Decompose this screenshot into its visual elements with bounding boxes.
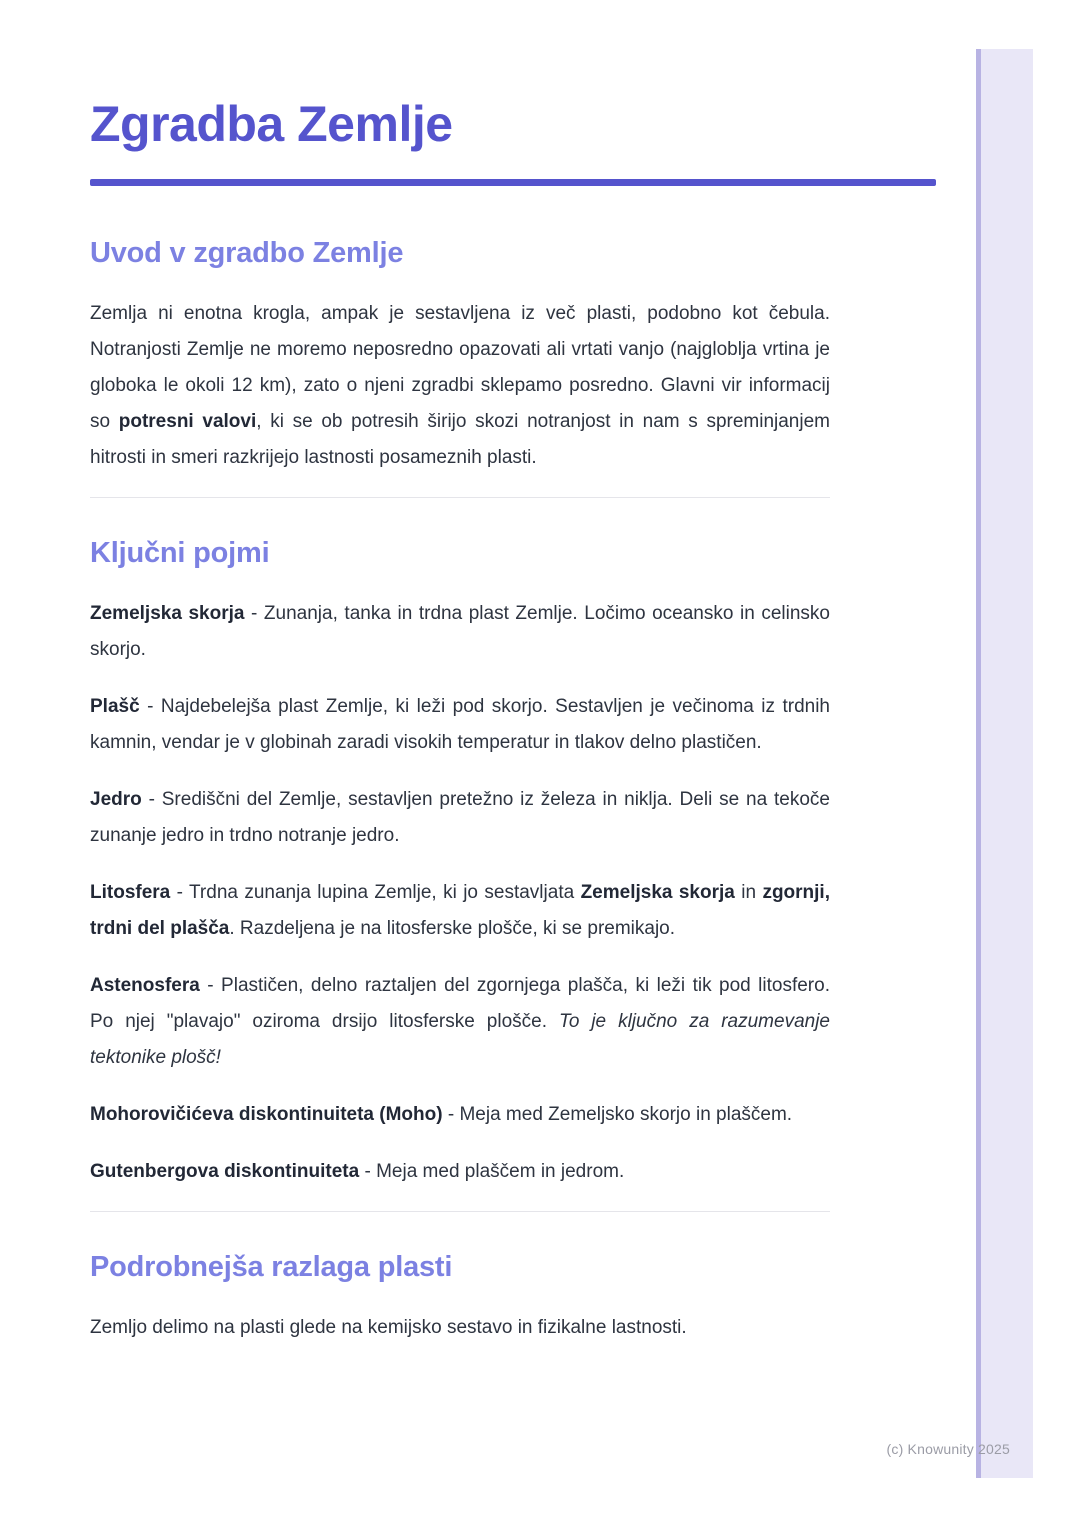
paragraph [90, 596, 830, 668]
side-accent-bar [976, 49, 1033, 1478]
section-divider [90, 1211, 830, 1212]
term-text: Plašč [90, 696, 140, 717]
section-podrobnejsa-razlaga [90, 1250, 830, 1346]
term-text: zgornji, trdni del plašča [90, 882, 830, 939]
term-text: Astenosfera [90, 975, 200, 996]
copyright-footer: (c) Knowunity 2025 [886, 1441, 1010, 1457]
section-paragraphs [90, 296, 830, 476]
paragraph [90, 1154, 830, 1190]
paragraph [90, 296, 830, 476]
emphasis-text: To je ključno za razumevanje tektonike plošč! [90, 1011, 830, 1068]
section-divider [90, 497, 830, 498]
body-text: - Središčni del Zemlje, sestavljen pretežno iz železa in niklja. Deli se na tekoče zunanje jedro in trdno notranje jedro. [90, 789, 830, 846]
body-text: . Razdeljena je na litosferske plošče, ki se premikajo. [229, 918, 676, 939]
term-text: Gutenbergova diskontinuiteta [90, 1161, 360, 1182]
paragraph [90, 968, 830, 1076]
paragraph [90, 1097, 830, 1133]
section-heading-podrobnejsa-razlaga: Podrobnejša razlaga plasti [90, 1251, 453, 1283]
section-paragraphs [90, 1310, 830, 1346]
term-text: Mohorovičićeva diskontinuiteta (Moho) [90, 1104, 443, 1125]
body-text: Zemlja ni enotna krogla, ampak je sestavljena iz več plasti, podobno kot čebula. Notranjosti Zemlje ne moremo neposredno opazovati ali vrtati vanjo (najgloblja vrtina je globoka le okoli 12 km), zato o njeni zgradbi sklepamo posredno. Glavni vir informacij so [90, 303, 830, 432]
body-text: in [734, 882, 763, 903]
paragraph [90, 689, 830, 761]
body-text: - Plastičen, delno raztaljen del zgornjega plašča, ki leži tik pod litosfero. Po njej "plavajo" oziroma drsijo litosferske plošče. [90, 975, 830, 1032]
section-heading-kljucni-pojmi: Ključni pojmi [90, 537, 270, 569]
term-text: Zemeljska skorja [580, 882, 735, 903]
body-text: - Najdebelejša plast Zemlje, ki leži pod skorjo. Sestavljen je večinoma iz trdnih kamnin, vendar je v globinah zaradi visokih temperatur in tlakov delno plastičen. [90, 696, 830, 753]
term-text: Jedro [90, 789, 142, 810]
paragraph [90, 1310, 830, 1346]
body-text: , ki se ob potresih širijo skozi notranjost in nam s spreminjanjem hitrosti in smeri razkrijejo lastnosti posameznih plasti. [90, 411, 830, 468]
page-title: Zgradba Zemlje [90, 96, 453, 152]
body-text: - Trdna zunanja lupina Zemlje, ki jo sestavljata [170, 882, 581, 903]
section-uvod [90, 236, 830, 476]
section-paragraphs [90, 596, 830, 1190]
paragraph [90, 782, 830, 854]
body-text: - Meja med plaščem in jedrom. [359, 1161, 625, 1182]
term-text: Litosfera [90, 882, 171, 903]
section-kljucni-pojmi [90, 536, 830, 1190]
title-underline [90, 179, 936, 186]
body-text: - Meja med Zemeljsko skorjo in plaščem. [442, 1104, 793, 1125]
body-text: Zemljo delimo na plasti glede na kemijsko sestavo in fizikalne lastnosti. [90, 1317, 687, 1338]
body-text: - Zunanja, tanka in trdna plast Zemlje. Ločimo oceansko in celinsko skorjo. [90, 603, 830, 660]
paragraph [90, 875, 830, 947]
section-heading-uvod: Uvod v zgradbo Zemlje [90, 237, 404, 269]
term-text: potresni valovi [118, 411, 257, 432]
term-text: Zemeljska skorja [90, 603, 245, 624]
